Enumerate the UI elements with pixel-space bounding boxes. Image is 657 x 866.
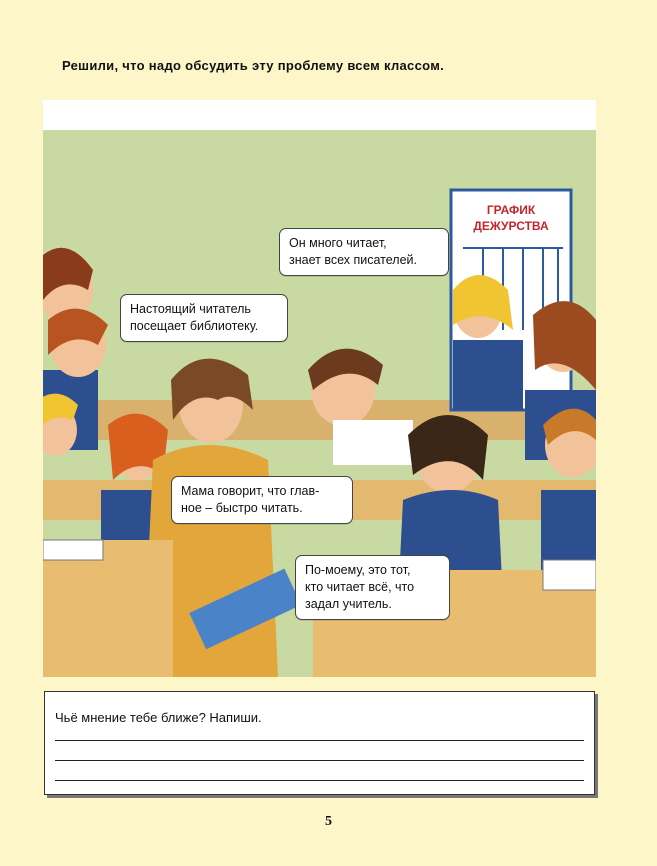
poster-title-1: ГРАФИК [486,203,536,217]
classroom-illustration [43,100,596,677]
speech-bubble-mama: Мама говорит, что глав- ное – быстро читать. [171,476,353,524]
page-number: 5 [325,814,332,829]
speech-bubble-reader: Настоящий читатель посещает библиотеку. [120,294,288,342]
answer-line[interactable] [55,780,584,781]
answer-box [44,691,595,795]
front-desk-left [43,540,173,677]
speech-bubble-writers: Он много читает, знает всех писателей. [279,228,449,276]
answer-line[interactable] [55,760,584,761]
question-text: Чьё мнение тебе ближе? Напиши. [55,710,262,725]
speech-bubble-teacher: По-моему, это тот, кто читает всё, что задал учитель. [295,555,450,620]
intro-text: Решили, что надо обсудить эту проблему всем классом. [62,58,445,73]
answer-line[interactable] [55,740,584,741]
poster-title-2: ДЕЖУРСТВА [473,219,549,233]
